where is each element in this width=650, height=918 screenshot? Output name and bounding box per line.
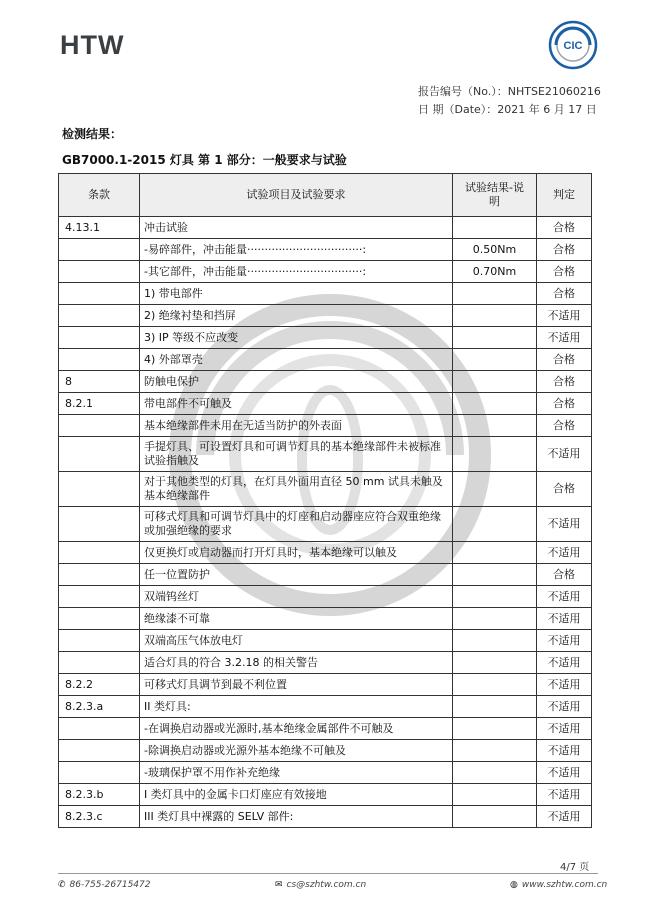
verdict-cell: 不适用 — [537, 674, 592, 696]
cic-logo-text: CIC — [563, 40, 583, 52]
clause-cell: 8.2.1 — [59, 393, 140, 415]
verdict-cell: 合格 — [537, 472, 592, 507]
test-item-cell: 可移式灯具调节到最不利位置 — [140, 674, 453, 696]
phone-icon: ✆ — [58, 880, 66, 890]
clause-cell: 8.2.3.b — [59, 784, 140, 806]
cic-certification-logo — [548, 20, 598, 70]
clause-cell: 4.13.1 — [59, 217, 140, 239]
result-cell: 0.50Nm — [453, 239, 537, 261]
clause-cell — [59, 740, 140, 762]
verdict-cell: 合格 — [537, 283, 592, 305]
result-cell — [453, 586, 537, 608]
verdict-cell: 不适用 — [537, 740, 592, 762]
result-cell — [453, 630, 537, 652]
test-item-cell: 任一位置防护 — [140, 564, 453, 586]
footer-email — [275, 880, 366, 890]
test-results-table — [58, 173, 592, 828]
table-row — [59, 261, 592, 283]
table-row — [59, 305, 592, 327]
table-row — [59, 239, 592, 261]
email-icon: ✉ — [275, 880, 283, 890]
test-item-cell: 手提灯具、可设置灯具和可调节灯具的基本绝缘部件未被标准试验指触及 — [140, 437, 453, 472]
test-item-cell: 冲击试验 — [140, 217, 453, 239]
test-item-cell: 双端钨丝灯 — [140, 586, 453, 608]
verdict-cell: 合格 — [537, 349, 592, 371]
test-item-cell: 对于其他类型的灯具，在灯具外面用直径 50 mm 试具未触及基本绝缘部件 — [140, 472, 453, 507]
clause-cell — [59, 586, 140, 608]
phone-text: 86-755-26715472 — [69, 880, 151, 890]
table-header-row — [59, 174, 592, 217]
result-cell — [453, 784, 537, 806]
table-row — [59, 740, 592, 762]
result-cell — [453, 472, 537, 507]
table-row — [59, 283, 592, 305]
result-cell — [453, 415, 537, 437]
clause-cell — [59, 762, 140, 784]
test-item-cell: -其它部件，冲击能量·································: — [140, 261, 453, 283]
test-item-cell: 4) 外部罩壳 — [140, 349, 453, 371]
test-item-cell: I 类灯具中的金属卡口灯座应有效接地 — [140, 784, 453, 806]
header-verdict: 判定 — [537, 174, 592, 217]
page-number: 4/7 页 — [560, 862, 590, 873]
test-item-cell: 3) IP 等级不应改变 — [140, 327, 453, 349]
test-item-cell: 仅更换灯或启动器而打开灯具时，基本绝缘可以触及 — [140, 542, 453, 564]
verdict-cell: 合格 — [537, 261, 592, 283]
table-row — [59, 393, 592, 415]
result-cell — [453, 806, 537, 828]
section-title: 检测结果： — [62, 127, 123, 141]
clause-cell — [59, 564, 140, 586]
table-row — [59, 696, 592, 718]
clause-cell — [59, 283, 140, 305]
clause-cell — [59, 327, 140, 349]
clause-cell — [59, 437, 140, 472]
verdict-cell: 不适用 — [537, 652, 592, 674]
header-result-text: 试验结果-说明 — [465, 181, 524, 208]
footer-phone — [58, 880, 150, 890]
clause-cell — [59, 472, 140, 507]
test-item-cell: 基本绝缘部件未用在无适当防护的外表面 — [140, 415, 453, 437]
header-test-item: 试验项目及试验要求 — [140, 174, 453, 217]
clause-cell: 8.2.3.a — [59, 696, 140, 718]
table-row — [59, 415, 592, 437]
website-link[interactable]: www.szhtw.com.cn — [521, 880, 608, 890]
clause-cell — [59, 305, 140, 327]
clause-cell — [59, 507, 140, 542]
table-row — [59, 718, 592, 740]
clause-cell — [59, 630, 140, 652]
result-cell — [453, 740, 537, 762]
verdict-cell: 不适用 — [537, 608, 592, 630]
logo-text: HTW — [60, 30, 125, 60]
result-cell — [453, 393, 537, 415]
table-row — [59, 349, 592, 371]
htw-logo — [60, 30, 124, 61]
table-row — [59, 371, 592, 393]
result-cell — [453, 608, 537, 630]
result-cell — [453, 507, 537, 542]
verdict-cell: 合格 — [537, 239, 592, 261]
test-item-cell: -在调换启动器或光源时,基本绝缘金属部件不可触及 — [140, 718, 453, 740]
result-cell — [453, 283, 537, 305]
verdict-cell: 合格 — [537, 393, 592, 415]
verdict-cell: 不适用 — [537, 806, 592, 828]
table-row — [59, 608, 592, 630]
test-item-cell: 2) 绝缘衬垫和挡屏 — [140, 305, 453, 327]
header-result — [453, 174, 537, 217]
result-cell — [453, 564, 537, 586]
verdict-cell: 不适用 — [537, 586, 592, 608]
verdict-cell: 不适用 — [537, 762, 592, 784]
test-item-cell: 1) 带电部件 — [140, 283, 453, 305]
verdict-cell: 不适用 — [537, 630, 592, 652]
clause-cell — [59, 349, 140, 371]
verdict-cell: 不适用 — [537, 542, 592, 564]
footer-website — [510, 880, 607, 890]
result-cell — [453, 652, 537, 674]
result-cell — [453, 327, 537, 349]
table-row — [59, 437, 592, 472]
table-row — [59, 564, 592, 586]
test-item-cell: 适合灯具的符合 3.2.18 的相关警告 — [140, 652, 453, 674]
verdict-cell: 合格 — [537, 564, 592, 586]
table-row — [59, 507, 592, 542]
table-row — [59, 542, 592, 564]
clause-cell: 8 — [59, 371, 140, 393]
result-cell — [453, 305, 537, 327]
table-row — [59, 674, 592, 696]
clause-cell — [59, 608, 140, 630]
result-cell — [453, 674, 537, 696]
globe-icon: ◍ — [510, 880, 518, 890]
standard-title: GB7000.1-2015 灯具 第 1 部分：一般要求与试验 — [62, 153, 347, 167]
result-cell — [453, 696, 537, 718]
result-cell — [453, 349, 537, 371]
clause-cell — [59, 239, 140, 261]
table-row — [59, 652, 592, 674]
table-row — [59, 217, 592, 239]
email-link[interactable]: cs@szhtw.com.cn — [286, 880, 367, 890]
result-cell — [453, 718, 537, 740]
test-item-cell: -玻璃保护罩不用作补充绝缘 — [140, 762, 453, 784]
footer-divider — [58, 873, 598, 874]
clause-cell — [59, 261, 140, 283]
verdict-cell: 合格 — [537, 217, 592, 239]
table-row — [59, 586, 592, 608]
test-item-cell: -除调换启动器或光源外基本绝缘不可触及 — [140, 740, 453, 762]
table-row — [59, 784, 592, 806]
result-cell: 0.70Nm — [453, 261, 537, 283]
test-item-cell: -易碎部件，冲击能量·································: — [140, 239, 453, 261]
clause-cell — [59, 542, 140, 564]
test-item-cell: 防触电保护 — [140, 371, 453, 393]
result-cell — [453, 542, 537, 564]
test-item-cell: 绝缘漆不可靠 — [140, 608, 453, 630]
test-item-cell: 可移式灯具和可调节灯具中的灯座和启动器座应符合双重绝缘或加强绝缘的要求 — [140, 507, 453, 542]
table-row — [59, 806, 592, 828]
clause-cell: 8.2.2 — [59, 674, 140, 696]
table-row — [59, 327, 592, 349]
clause-cell — [59, 718, 140, 740]
header-clause: 条款 — [59, 174, 140, 217]
result-cell — [453, 437, 537, 472]
verdict-cell: 不适用 — [537, 437, 592, 472]
test-item-cell: 带电部件不可触及 — [140, 393, 453, 415]
report-date: 日 期（Date）：2021 年 6 月 17 日 — [418, 103, 597, 116]
table-row — [59, 630, 592, 652]
clause-cell — [59, 415, 140, 437]
result-cell — [453, 371, 537, 393]
verdict-cell: 不适用 — [537, 696, 592, 718]
result-cell — [453, 762, 537, 784]
clause-cell: 8.2.3.c — [59, 806, 140, 828]
verdict-cell: 不适用 — [537, 718, 592, 740]
table-row — [59, 472, 592, 507]
verdict-cell: 不适用 — [537, 784, 592, 806]
report-number: 报告编号（No.）：NHTSE21060216 — [418, 85, 601, 98]
verdict-cell: 合格 — [537, 371, 592, 393]
table-row — [59, 762, 592, 784]
test-item-cell: II 类灯具: — [140, 696, 453, 718]
clause-cell — [59, 652, 140, 674]
verdict-cell: 不适用 — [537, 305, 592, 327]
verdict-cell: 不适用 — [537, 507, 592, 542]
result-cell — [453, 217, 537, 239]
verdict-cell: 不适用 — [537, 327, 592, 349]
test-item-cell: III 类灯具中裸露的 SELV 部件: — [140, 806, 453, 828]
verdict-cell: 合格 — [537, 415, 592, 437]
test-item-cell: 双端高压气体放电灯 — [140, 630, 453, 652]
